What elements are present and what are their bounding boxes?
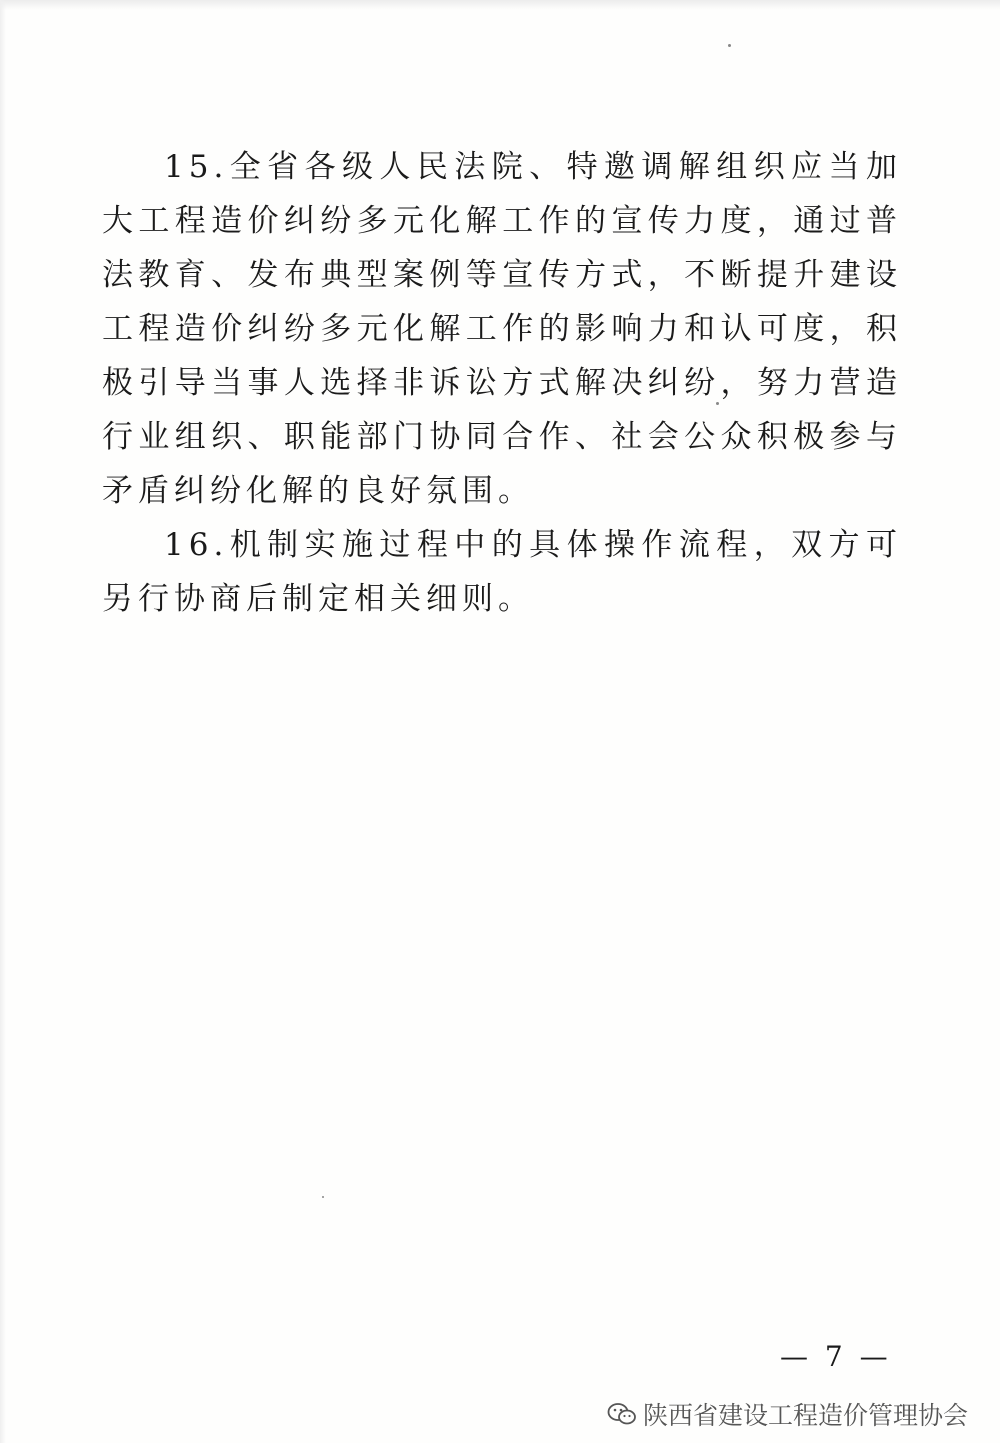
watermark xyxy=(607,1396,968,1432)
wechat-icon xyxy=(607,1401,637,1427)
scan-edge xyxy=(0,0,6,1443)
paragraph-15: 15.全省各级人民法院、特邀调解组织应当加大工程造价纠纷多元化解工作的宣传力度，通过普法教育、发布典型案例等宣传方式，不断提升建设工程造价纠纷多元化解工作的影响力和认可度，积极引导当事人选择非诉讼方式解决纠纷，努力营造行业组织、职能部门协同合作、社会公众积极参与矛盾纠纷化解的良好氛围。 xyxy=(102,149,902,509)
page-number: — 7 — xyxy=(780,1340,892,1373)
scan-speck xyxy=(728,44,731,47)
scan-speck xyxy=(716,402,719,405)
scan-speck xyxy=(322,1196,324,1198)
watermark-text: 陕西省建设工程造价管理协会 xyxy=(642,1401,968,1430)
paragraph-16: 16.机制实施过程中的具体操作流程，双方可另行协商后制定相关细则。 xyxy=(102,527,902,617)
scan-shadow xyxy=(0,0,1000,10)
document-body xyxy=(102,140,902,626)
